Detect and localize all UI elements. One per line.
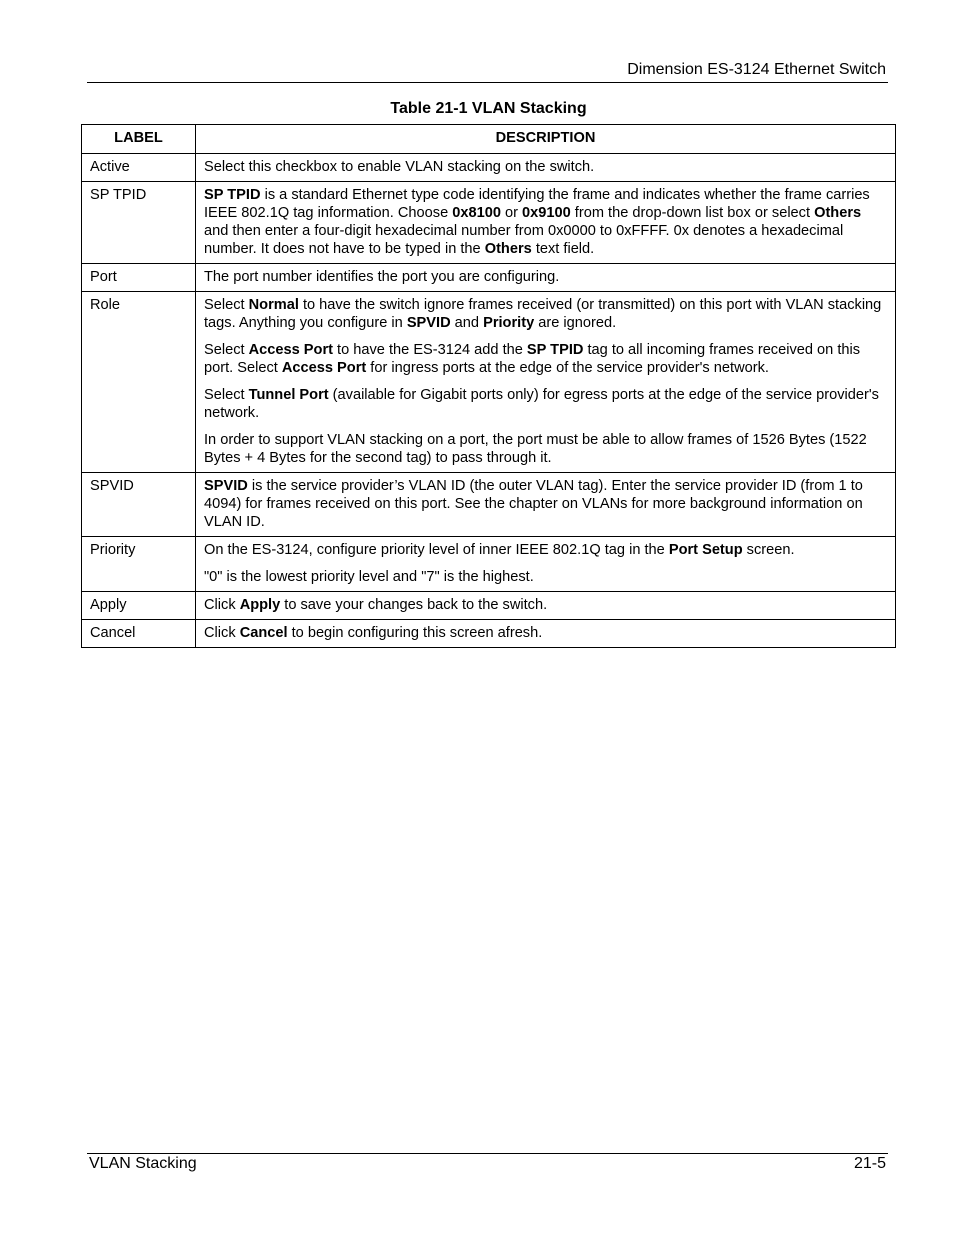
bold-term: Port Setup bbox=[668, 542, 743, 558]
text-run: "0" is the lowest priority level and "7" is the highest. bbox=[204, 569, 534, 585]
bold-term: Tunnel Port bbox=[248, 387, 329, 403]
row-label: SPVID bbox=[82, 473, 196, 537]
description-paragraph bbox=[204, 596, 887, 614]
text-run: On the ES-3124, configure priority level of inner IEEE 802.1Q tag in the bbox=[204, 542, 669, 558]
table-row bbox=[82, 537, 896, 592]
header-rule bbox=[87, 82, 888, 83]
text-run: is the service provider’s VLAN ID (the outer VLAN tag). Enter the service provider ID (from 1 to 4094) for frames received on this port. See the chapter on VLANs for more background information on VLAN ID. bbox=[204, 478, 863, 530]
text-run: The port number identifies the port you are configuring. bbox=[204, 269, 560, 285]
description-paragraph bbox=[204, 296, 887, 332]
table-row bbox=[82, 154, 896, 182]
description-paragraph bbox=[204, 268, 887, 286]
description-paragraph bbox=[204, 431, 887, 467]
table-row bbox=[82, 264, 896, 292]
description-paragraph bbox=[204, 341, 887, 377]
row-description bbox=[196, 264, 896, 292]
text-run: to have the switch ignore frames received (or transmitted) on this port with VLAN stacking tags. Anything you configure in bbox=[204, 297, 882, 331]
text-run: (available for Gigabit ports only) for egress ports at the edge of the service provider's network. bbox=[204, 387, 879, 421]
bold-term: SP TPID bbox=[526, 342, 584, 358]
row-description bbox=[196, 537, 896, 592]
row-description bbox=[196, 182, 896, 264]
description-paragraph bbox=[204, 477, 887, 531]
bold-term: Others bbox=[484, 241, 532, 257]
text-run: Click bbox=[204, 625, 240, 641]
text-run: to begin configuring this screen afresh. bbox=[287, 625, 543, 641]
bold-term: 0x8100 bbox=[452, 205, 501, 221]
text-run: Select bbox=[204, 297, 249, 313]
text-run: are ignored. bbox=[534, 315, 617, 331]
text-run: In order to support VLAN stacking on a port, the port must be able to allow frames of 1526 Bytes (1522 Bytes + 4 Bytes for the second tag) to pass through it. bbox=[204, 432, 867, 466]
row-label: Cancel bbox=[82, 620, 196, 648]
bold-term: Cancel bbox=[239, 625, 288, 641]
description-paragraph bbox=[204, 624, 887, 642]
row-label: Port bbox=[82, 264, 196, 292]
text-run: or bbox=[500, 205, 523, 221]
description-paragraph bbox=[204, 386, 887, 422]
bold-term: SPVID bbox=[406, 315, 451, 331]
text-run: and bbox=[450, 315, 484, 331]
table-row bbox=[82, 292, 896, 473]
text-run: Select bbox=[204, 387, 249, 403]
table-body bbox=[82, 154, 896, 648]
text-run: Click bbox=[204, 597, 240, 613]
row-description bbox=[196, 592, 896, 620]
text-run: to have the ES-3124 add the bbox=[333, 342, 527, 358]
table-title: Table 21-1 VLAN Stacking bbox=[390, 100, 587, 117]
table-row bbox=[82, 473, 896, 537]
vlan-stacking-table bbox=[81, 124, 896, 648]
table-header-row bbox=[82, 125, 896, 154]
row-description bbox=[196, 620, 896, 648]
bold-term: Access Port bbox=[248, 342, 333, 358]
table-row bbox=[82, 592, 896, 620]
column-header-label: LABEL bbox=[82, 125, 196, 154]
description-paragraph bbox=[204, 568, 887, 586]
row-label: Active bbox=[82, 154, 196, 182]
bold-term: 0x9100 bbox=[522, 205, 571, 221]
row-label: Role bbox=[82, 292, 196, 473]
bold-term: Access Port bbox=[281, 360, 367, 376]
text-run: from the drop-down list box or select bbox=[570, 205, 815, 221]
description-paragraph bbox=[204, 158, 887, 176]
bold-term: Priority bbox=[483, 315, 535, 331]
bold-term: SP TPID bbox=[204, 187, 261, 203]
row-description bbox=[196, 473, 896, 537]
bold-term: Normal bbox=[248, 297, 299, 313]
column-header-description: DESCRIPTION bbox=[196, 125, 896, 154]
text-run: text field. bbox=[531, 241, 595, 257]
text-run: for ingress ports at the edge of the service provider's network. bbox=[366, 360, 769, 376]
footer-rule bbox=[87, 1153, 888, 1154]
description-paragraph bbox=[204, 541, 887, 559]
footer-section-title: VLAN Stacking bbox=[89, 1155, 197, 1172]
text-run: screen. bbox=[742, 542, 795, 558]
text-run: Select bbox=[204, 342, 249, 358]
text-run: is a standard Ethernet type code identifying the frame and indicates whether the frame carries IEEE 802.1Q tag information. Choose bbox=[204, 187, 870, 221]
table-row bbox=[82, 182, 896, 264]
bold-term: Others bbox=[814, 205, 862, 221]
bold-term: SPVID bbox=[204, 478, 248, 494]
footer-page-number: 21-5 bbox=[853, 1155, 886, 1172]
row-label: Priority bbox=[82, 537, 196, 592]
bold-term: Apply bbox=[239, 597, 281, 613]
text-run: tag to all incoming frames received on this port. Select bbox=[204, 342, 861, 376]
row-label: SP TPID bbox=[82, 182, 196, 264]
running-header: Dimension ES-3124 Ethernet Switch bbox=[627, 61, 886, 78]
row-label: Apply bbox=[82, 592, 196, 620]
row-description bbox=[196, 292, 896, 473]
description-paragraph bbox=[204, 186, 887, 258]
row-description bbox=[196, 154, 896, 182]
table-row bbox=[82, 620, 896, 648]
text-run: Select this checkbox to enable VLAN stacking on the switch. bbox=[204, 159, 595, 175]
text-run: and then enter a four-digit hexadecimal number from 0x0000 to 0xFFFF. 0x denotes a hexadecimal number. It does not have to be typed in the bbox=[204, 223, 844, 257]
text-run: to save your changes back to the switch. bbox=[280, 597, 548, 613]
